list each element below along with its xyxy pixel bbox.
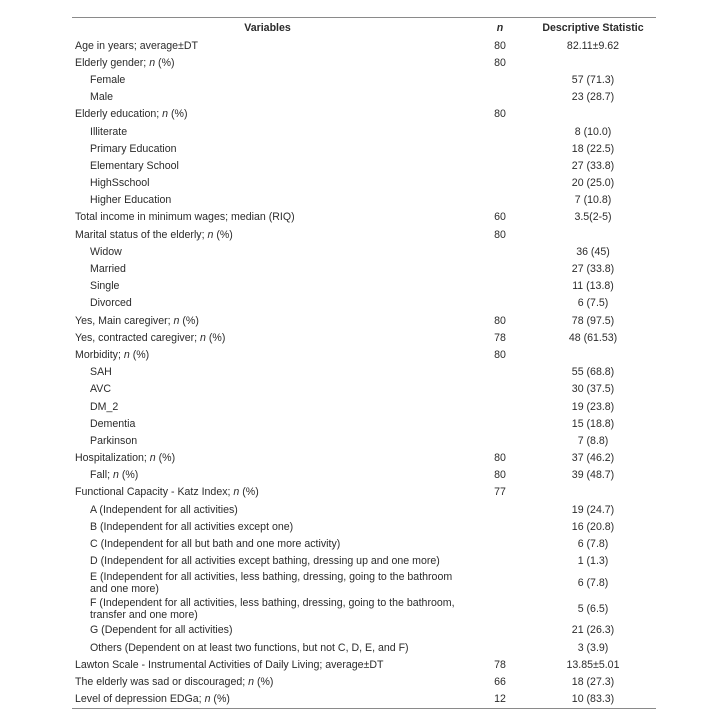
variable-label: Functional Capacity - Katz Index; n (%) — [75, 486, 259, 499]
statistic-value: 6 (7.8) — [577, 538, 609, 551]
variable-label: A (Independent for all activities) — [90, 503, 238, 516]
table-row — [72, 501, 656, 518]
statistic-value: 23 (28.7) — [571, 91, 615, 104]
statistic-value: 27 (33.8) — [571, 263, 615, 276]
statistic-value: 7 (8.8) — [577, 434, 609, 447]
variable-label: Male — [90, 91, 113, 104]
variable-label: Parkinson — [90, 434, 138, 447]
table-row — [72, 346, 656, 363]
table-row — [72, 673, 656, 690]
table-row — [72, 553, 656, 570]
variable-label: Marital status of the elderly; n (%) — [75, 228, 233, 241]
statistic-value: 7 (10.8) — [574, 194, 612, 207]
variable-label: Divorced — [90, 297, 132, 310]
variable-label: Elementary School — [90, 159, 179, 172]
n-value: 80 — [494, 469, 506, 482]
variable-label: G (Dependent for all activities) — [90, 624, 233, 637]
variable-label: Dementia — [90, 417, 136, 430]
statistic-value: 6 (7.5) — [577, 297, 609, 310]
variable-label: Single — [90, 280, 120, 293]
statistic-value: 21 (26.3) — [571, 624, 615, 637]
header-descriptive-statistic: Descriptive Statistic — [542, 21, 644, 34]
table-row — [72, 226, 656, 243]
table-row — [72, 535, 656, 552]
n-value: 78 — [494, 658, 506, 671]
variable-label: Others (Dependent on at least two functions, but not C, D, E, and F) — [90, 641, 409, 654]
n-value: 80 — [494, 348, 506, 361]
table-row — [72, 106, 656, 123]
italic-n: n — [204, 693, 211, 706]
table-row — [72, 295, 656, 312]
variable-label: HighSschool — [90, 177, 150, 190]
variable-label: Yes, contracted caregiver; n (%) — [75, 331, 226, 344]
italic-n: n — [248, 675, 255, 688]
n-value: 80 — [494, 228, 506, 241]
table-row — [72, 398, 656, 415]
table-row — [72, 484, 656, 501]
n-value: 12 — [494, 693, 506, 706]
variable-label: SAH — [90, 366, 112, 379]
statistic-value: 20 (25.0) — [571, 177, 615, 190]
statistic-value: 18 (27.3) — [571, 675, 615, 688]
statistic-value: 10 (83.3) — [571, 693, 615, 706]
table-row — [72, 175, 656, 192]
statistic-value: 3 (3.9) — [577, 641, 609, 654]
variable-label: AVC — [90, 383, 111, 396]
n-value: 60 — [494, 211, 506, 224]
table-row — [72, 123, 656, 140]
variable-label: C (Independent for all but bath and one more activity) — [90, 538, 341, 551]
statistic-value: 55 (68.8) — [571, 366, 615, 379]
variable-label: Elderly gender; n (%) — [75, 56, 175, 69]
variable-label: B (Independent for all activities except one) — [90, 520, 294, 533]
table-row — [72, 381, 656, 398]
statistic-value: 6 (7.8) — [577, 576, 609, 589]
table-row — [72, 243, 656, 260]
table-body — [72, 37, 656, 708]
variable-label: D (Independent for all activities except bathing, dressing up and one more) — [90, 555, 440, 568]
variable-label: E (Independent for all activities, less bathing, dressing, going to the bathroom and one more) — [90, 570, 453, 595]
statistic-value: 36 (45) — [576, 245, 610, 258]
variable-label: Total income in minimum wages; median (RIQ) — [75, 211, 295, 224]
statistic-value: 82.11±9.62 — [566, 39, 620, 52]
statistic-value: 78 (97.5) — [571, 314, 615, 327]
variable-label: Primary Education — [90, 142, 177, 155]
variable-label: Morbidity; n (%) — [75, 348, 150, 361]
italic-n: n — [233, 486, 240, 499]
descriptive-statistics-table — [72, 17, 656, 709]
statistic-value: 3.5(2-5) — [574, 211, 612, 224]
table-row — [72, 432, 656, 449]
table-row — [72, 37, 656, 54]
italic-n: n — [162, 108, 169, 121]
italic-n: n — [200, 331, 206, 344]
table-row — [72, 312, 656, 329]
table-row — [72, 596, 656, 622]
table-row — [72, 71, 656, 88]
table-row — [72, 518, 656, 535]
n-value: 78 — [494, 331, 506, 344]
table-row — [72, 278, 656, 295]
statistic-value: 19 (23.8) — [571, 400, 615, 413]
italic-n: n — [123, 348, 130, 361]
table-header — [72, 18, 656, 37]
italic-n: n — [112, 469, 119, 482]
header-n: n — [496, 21, 504, 34]
variable-label: Age in years; average±DT — [75, 39, 198, 52]
variable-label: Hospitalization; n (%) — [75, 452, 176, 465]
statistic-value: 30 (37.5) — [571, 383, 615, 396]
table-row — [72, 192, 656, 209]
variable-label: Female — [90, 73, 126, 86]
statistic-value: 18 (22.5) — [571, 142, 615, 155]
table-row — [72, 450, 656, 467]
table-row — [72, 639, 656, 656]
italic-n: n — [149, 56, 156, 69]
n-value: 80 — [494, 56, 506, 69]
statistic-value: 15 (18.8) — [571, 417, 615, 430]
variable-label: The elderly was sad or discouraged; n (%) — [75, 675, 274, 688]
statistic-value: 27 (33.8) — [571, 159, 615, 172]
statistic-value: 11 (13.8) — [572, 280, 614, 293]
table-row — [72, 691, 656, 708]
variable-label: F (Independent for all activities, less bathing, dressing, going to the bathroom, transfer and one more) — [90, 596, 455, 621]
table-row — [72, 570, 656, 596]
statistic-value: 57 (71.3) — [571, 73, 615, 86]
table-row — [72, 260, 656, 277]
table-row — [72, 329, 656, 346]
statistic-value: 13.85±5.01 — [566, 658, 620, 671]
table-row — [72, 157, 656, 174]
italic-n: n — [207, 228, 214, 241]
table-row — [72, 622, 656, 639]
statistic-value: 5 (6.5) — [577, 602, 609, 615]
variable-label: Elderly education; n (%) — [75, 108, 188, 121]
table-row — [72, 89, 656, 106]
statistic-value: 1 (1.3) — [577, 555, 609, 568]
variable-label: Fall; n (%) — [90, 469, 139, 482]
table-row — [72, 656, 656, 673]
n-value: 80 — [494, 314, 506, 327]
statistic-value: 19 (24.7) — [571, 503, 615, 516]
table-row — [72, 54, 656, 71]
statistic-value: 48 (61.53) — [568, 331, 618, 344]
variable-label: DM_2 — [90, 400, 119, 413]
n-value: 80 — [494, 108, 506, 121]
table-row — [72, 209, 656, 226]
variable-label: Married — [90, 263, 126, 276]
variable-label: Higher Education — [90, 194, 172, 207]
italic-n: n — [173, 314, 180, 327]
variable-label: Yes, Main caregiver; n (%) — [75, 314, 199, 327]
statistic-value: 8 (10.0) — [574, 125, 612, 138]
n-value: 77 — [494, 486, 506, 499]
n-value: 80 — [494, 452, 506, 465]
statistic-value: 16 (20.8) — [571, 520, 615, 533]
table-row — [72, 467, 656, 484]
table-row — [72, 140, 656, 157]
italic-n: n — [149, 452, 156, 465]
variable-label: Widow — [90, 245, 122, 258]
n-value: 66 — [494, 675, 506, 688]
table-row — [72, 415, 656, 432]
variable-label: Level of depression EDGa; n (%) — [75, 693, 230, 706]
statistic-value: 39 (48.7) — [571, 469, 615, 482]
table-row — [72, 364, 656, 381]
n-value: 80 — [494, 39, 506, 52]
variable-label: Illiterate — [90, 125, 128, 138]
variable-label: Lawton Scale - Instrumental Activities of Daily Living; average±DT — [75, 658, 384, 671]
statistic-value: 37 (46.2) — [571, 452, 615, 465]
header-variables: Variables — [244, 21, 291, 34]
